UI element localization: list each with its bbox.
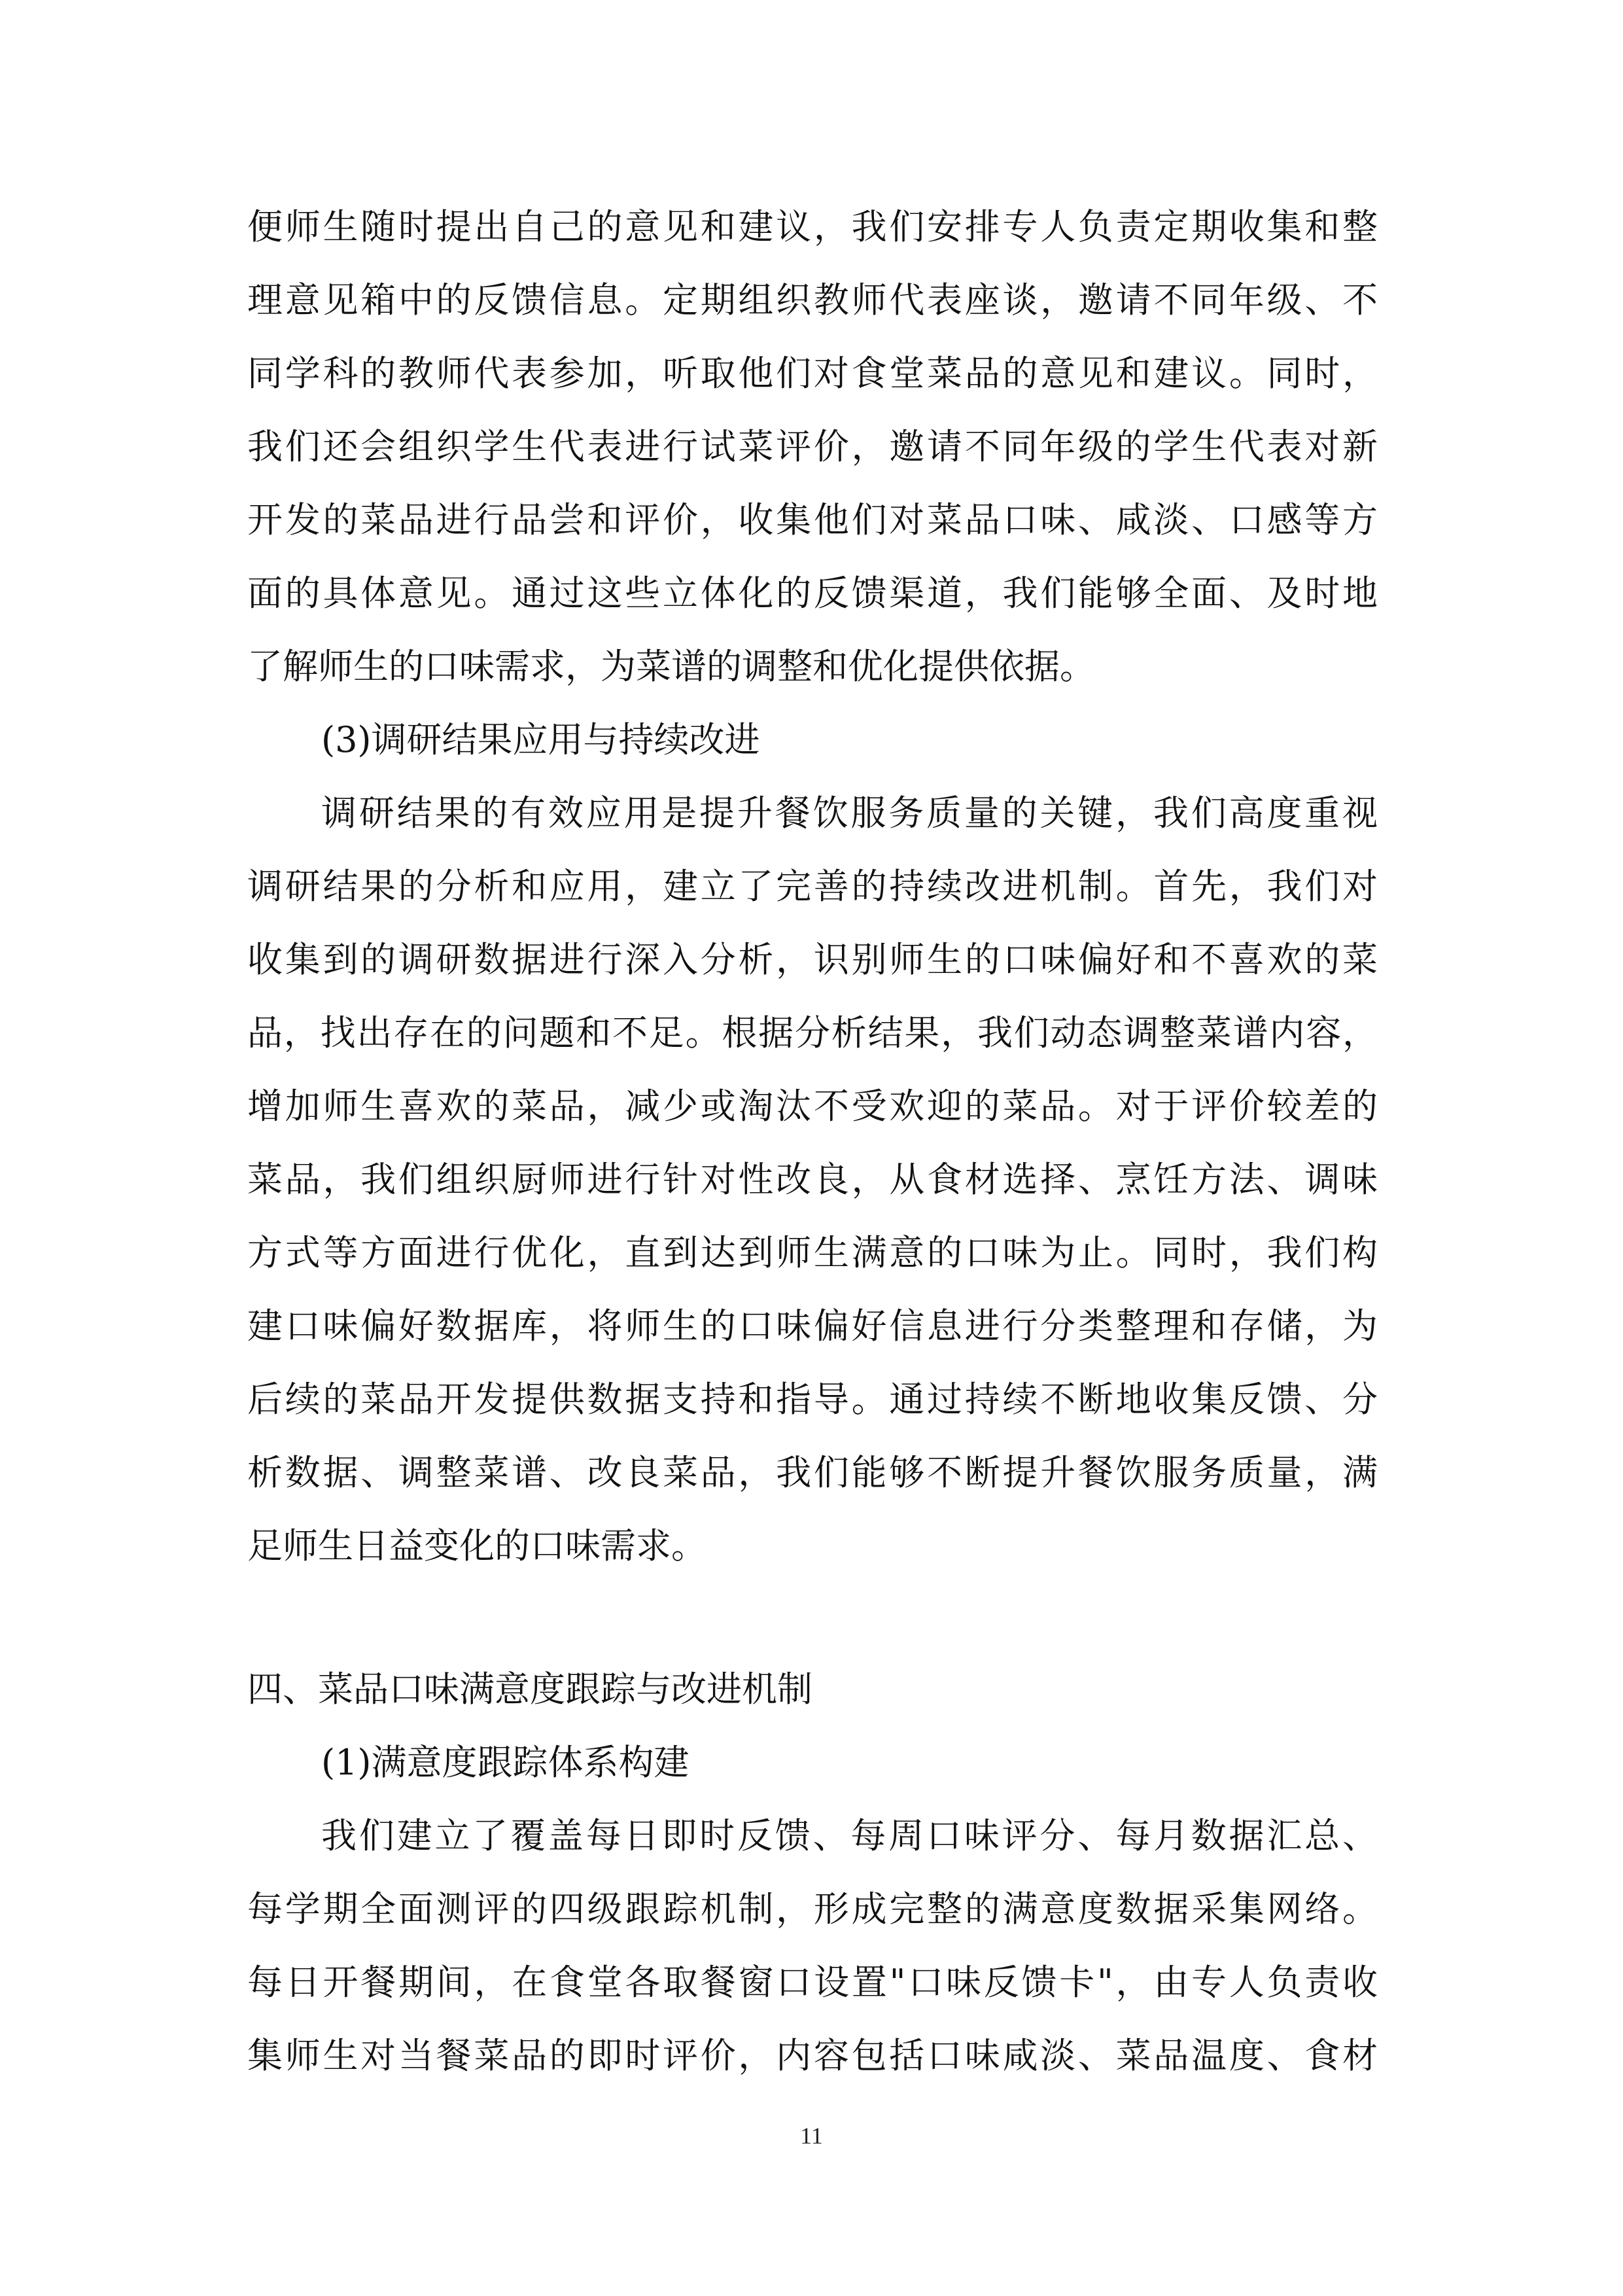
text-line: 便师生随时提出自己的意见和建议，我们安排专人负责定期收集和整 [247, 206, 1378, 247]
page-number: 11 [800, 2123, 823, 2149]
text-line: 每日开餐期间，在食堂各取餐窗口设置"口味反馈卡"，由专人负责收 [247, 1962, 1378, 2003]
subsection-title: (1)满意度跟踪体系构建 [321, 1742, 689, 1783]
section-4-heading [247, 1653, 1378, 1726]
text-line: 足师生日益变化的口味需求。 [247, 1525, 707, 1566]
paragraph-tracking-system [247, 1799, 1378, 2093]
text-line: 理意见箱中的反馈信息。定期组织教师代表座谈，邀请不同年级、不 [247, 279, 1378, 321]
text-line: 了解师生的口味需求，为菜谱的调整和优化提供依据。 [247, 646, 1095, 687]
text-line: 每学期全面测评的四级跟踪机制，形成完整的满意度数据采集网络。 [247, 1888, 1378, 1930]
text-line: 我们还会组织学生代表进行试菜评价，邀请不同年级的学生代表对新 [247, 426, 1378, 467]
text-line: 调研结果的分析和应用，建立了完善的持续改进机制。首先，我们对 [247, 866, 1378, 907]
subsection-3-heading [247, 703, 1378, 777]
text-line: 建口味偏好数据库，将师生的口味偏好信息进行分类整理和存储，为 [247, 1305, 1378, 1347]
section-title: 四、菜品口味满意度跟踪与改进机制 [247, 1669, 812, 1710]
text-line: 集师生对当餐菜品的即时评价，内容包括口味咸淡、菜品温度、食材 [247, 2035, 1378, 2076]
text-line: 析数据、调整菜谱、改良菜品，我们能够不断提升餐饮服务质量，满 [247, 1452, 1378, 1493]
subsection-4-1-heading [247, 1726, 1378, 1799]
text-line: 调研结果的有效应用是提升餐饮服务质量的关键，我们高度重视 [321, 792, 1378, 834]
text-line: 同学科的教师代表参加，听取他们对食堂菜品的意见和建议。同时， [247, 353, 1378, 394]
text-line: 面的具体意见。通过这些立体化的反馈渠道，我们能够全面、及时地 [247, 573, 1378, 614]
text-line: 品，找出存在的问题和不足。根据分析结果，我们动态调整菜谱内容， [247, 1012, 1378, 1053]
paragraph-feedback-channels [247, 190, 1378, 703]
text-line: 开发的菜品进行品尝和评价，收集他们对菜品口味、咸淡、口感等方 [247, 499, 1378, 540]
text-line: 我们建立了覆盖每日即时反馈、每周口味评分、每月数据汇总、 [321, 1815, 1378, 1856]
text-line: 收集到的调研数据进行深入分析，识别师生的口味偏好和不喜欢的菜 [247, 939, 1378, 980]
subsection-title: (3)调研结果应用与持续改进 [321, 719, 760, 760]
paragraph-results-application [247, 777, 1378, 1583]
text-line: 增加师生喜欢的菜品，减少或淘汰不受欢迎的菜品。对于评价较差的 [247, 1086, 1378, 1127]
text-line: 菜品，我们组织厨师进行针对性改良，从食材选择、烹饪方法、调味 [247, 1159, 1378, 1200]
text-line: 后续的菜品开发提供数据支持和指导。通过持续不断地收集反馈、分 [247, 1379, 1378, 1420]
text-line: 方式等方面进行优化，直到达到师生满意的口味为止。同时，我们构 [247, 1232, 1378, 1273]
